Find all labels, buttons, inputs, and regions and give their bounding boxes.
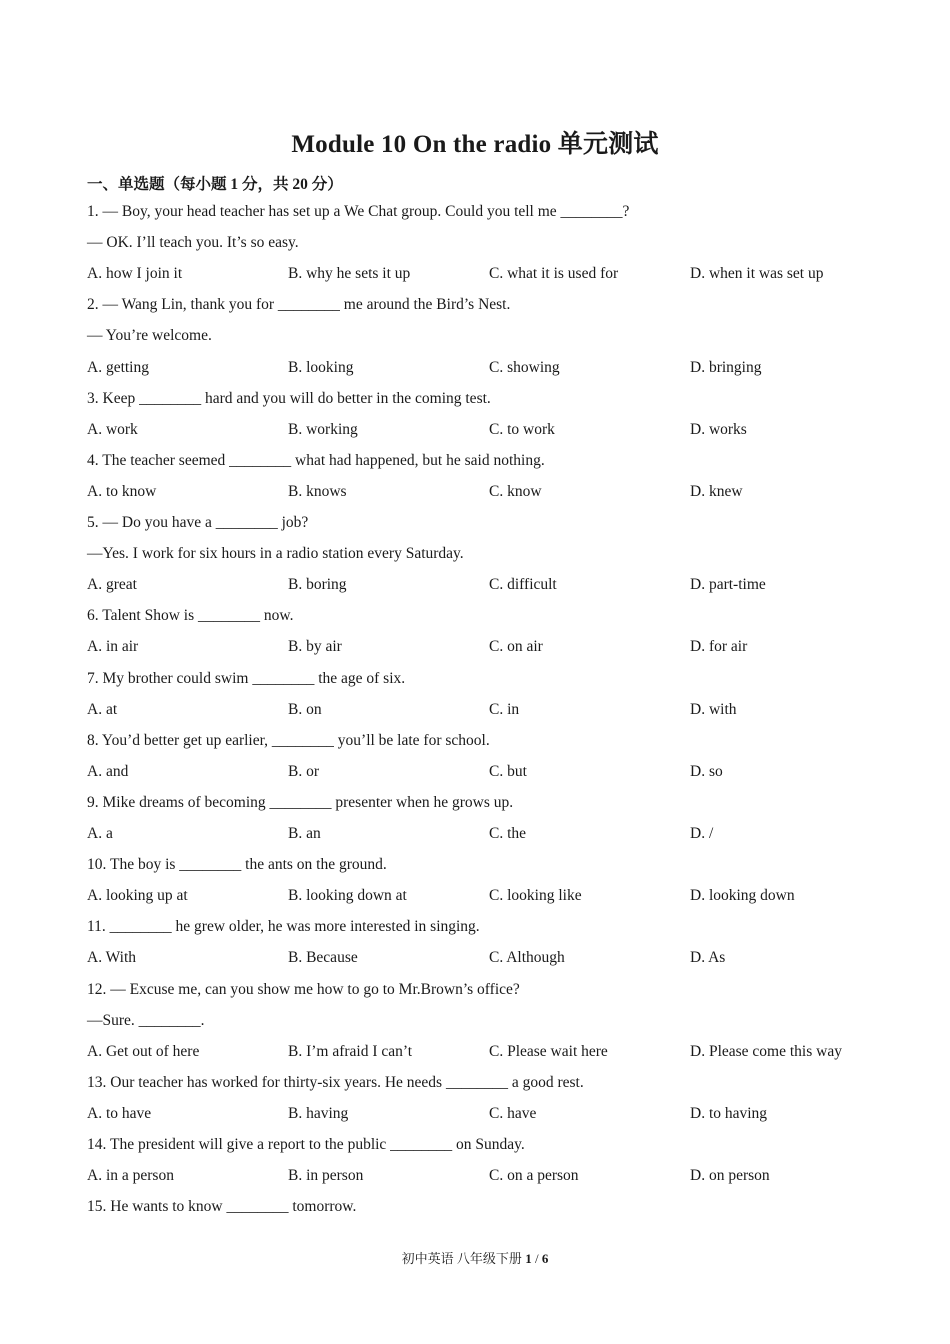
question-stem: 15. He wants to know ________ tomorrow. bbox=[87, 1198, 357, 1216]
answer-option-c: C. Although bbox=[489, 949, 565, 967]
section-heading: 一、单选题（每小题 1 分，共 20 分） bbox=[87, 176, 343, 193]
answer-option-a: A. work bbox=[87, 420, 138, 438]
answer-option-b: B. in person bbox=[288, 1167, 364, 1185]
question-stem: 3. Keep ________ hard and you will do better in the coming test. bbox=[87, 389, 491, 407]
answer-option-b: B. boring bbox=[288, 576, 347, 594]
answer-option-d: D. / bbox=[690, 825, 714, 842]
answer-option-c: C. on air bbox=[489, 638, 543, 656]
question-dialogue-line: — OK. I’ll teach you. It’s so easy. bbox=[87, 234, 299, 252]
answer-option-d: D. when it was set up bbox=[690, 265, 824, 283]
answer-option-a: A. With bbox=[87, 949, 137, 967]
page-title: Module 10 On the radio 单元测试 bbox=[291, 131, 659, 158]
question-stem: 13. Our teacher has worked for thirty-six years. He needs ________ a good rest. bbox=[87, 1073, 584, 1091]
footer-subject: 初中英语 八年级下册 bbox=[401, 1251, 522, 1266]
answer-option-d: D. for air bbox=[690, 638, 748, 656]
answer-option-d: D. part-time bbox=[690, 576, 766, 594]
question-stem: 12. — Excuse me, can you show me how to go to Mr.Brown’s office? bbox=[87, 980, 520, 998]
answer-option-a: A. looking up at bbox=[87, 887, 188, 905]
answer-option-c: C. the bbox=[489, 825, 527, 842]
footer-page-total: 6 bbox=[541, 1251, 549, 1266]
answer-option-d: D. knew bbox=[690, 482, 743, 500]
answer-option-d: D. works bbox=[690, 420, 747, 438]
question-stem: 11. ________ he grew older, he was more interested in singing. bbox=[87, 918, 480, 936]
question-stem: 9. Mike dreams of becoming ________ presenter when he grows up. bbox=[87, 793, 514, 811]
answer-option-a: A. great bbox=[87, 576, 137, 594]
answer-option-b: B. or bbox=[288, 762, 319, 780]
answer-option-d: D. Please come this way bbox=[690, 1042, 842, 1060]
answer-option-a: A. in a person bbox=[87, 1167, 174, 1185]
footer-page-number: 1 bbox=[525, 1251, 532, 1266]
question-stem: 2. — Wang Lin, thank you for ________ me around the Bird’s Nest. bbox=[87, 296, 511, 314]
answer-option-b: B. looking bbox=[288, 358, 354, 376]
page-footer bbox=[0, 1248, 950, 1267]
answer-option-d: D. so bbox=[690, 762, 723, 780]
answer-option-d: D. with bbox=[690, 700, 737, 718]
answer-option-b: B. an bbox=[288, 825, 321, 842]
answer-option-c: C. but bbox=[489, 762, 527, 780]
answer-option-b: B. Because bbox=[288, 949, 358, 967]
answer-option-a: A. Get out of here bbox=[87, 1042, 200, 1060]
answer-option-d: D. on person bbox=[690, 1167, 770, 1185]
answer-option-a: A. how I join it bbox=[87, 265, 183, 283]
answer-option-b: B. working bbox=[288, 420, 358, 438]
answer-option-b: B. knows bbox=[288, 482, 347, 500]
footer-separator: / bbox=[534, 1251, 539, 1266]
answer-option-b: B. by air bbox=[288, 638, 342, 656]
answer-option-c: C. looking like bbox=[489, 887, 582, 905]
answer-option-a: A. at bbox=[87, 700, 118, 718]
answer-option-c: C. in bbox=[489, 700, 520, 718]
question-stem: 10. The boy is ________ the ants on the ground. bbox=[87, 856, 387, 874]
answer-option-c: C. Please wait here bbox=[489, 1042, 608, 1060]
answer-option-b: B. why he sets it up bbox=[288, 265, 411, 283]
question-stem: 14. The president will give a report to the public ________ on Sunday. bbox=[87, 1136, 525, 1153]
answer-option-a: A. to have bbox=[87, 1104, 152, 1122]
answer-option-b: B. I’m afraid I can’t bbox=[288, 1042, 413, 1060]
answer-option-c: C. showing bbox=[489, 358, 560, 376]
answer-option-b: B. on bbox=[288, 700, 322, 718]
answer-option-c: C. have bbox=[489, 1104, 537, 1122]
question-stem: 4. The teacher seemed ________ what had happened, but he said nothing. bbox=[87, 451, 545, 469]
answer-option-a: A. and bbox=[87, 762, 129, 780]
question-stem: 1. — Boy, your head teacher has set up a We Chat group. Could you tell me ________? bbox=[87, 203, 630, 220]
answer-option-a: A. to know bbox=[87, 482, 157, 500]
answer-option-a: A. a bbox=[87, 825, 113, 842]
answer-option-c: C. what it is used for bbox=[489, 265, 619, 283]
answer-option-c: C. to work bbox=[489, 420, 555, 438]
answer-option-d: D. As bbox=[690, 949, 726, 967]
question-stem: 8. You’d better get up earlier, ________ you’ll be late for school. bbox=[87, 731, 490, 749]
answer-option-c: C. difficult bbox=[489, 576, 557, 594]
question-dialogue-line: — You’re welcome. bbox=[87, 327, 212, 345]
question-stem: 5. — Do you have a ________ job? bbox=[87, 514, 309, 531]
answer-option-c: C. on a person bbox=[489, 1167, 579, 1185]
answer-option-a: A. in air bbox=[87, 638, 139, 656]
answer-option-a: A. getting bbox=[87, 358, 149, 376]
question-stem: 6. Talent Show is ________ now. bbox=[87, 607, 294, 625]
question-dialogue-line: —Sure. ________. bbox=[87, 1011, 205, 1029]
question-stem: 7. My brother could swim ________ the age of six. bbox=[87, 669, 406, 687]
answer-option-d: D. bringing bbox=[690, 358, 762, 376]
answer-option-b: B. looking down at bbox=[288, 887, 407, 905]
answer-option-b: B. having bbox=[288, 1104, 349, 1122]
answer-option-d: D. looking down bbox=[690, 887, 795, 905]
answer-option-c: C. know bbox=[489, 482, 542, 500]
answer-option-d: D. to having bbox=[690, 1104, 768, 1122]
question-dialogue-line: —Yes. I work for six hours in a radio station every Saturday. bbox=[87, 545, 464, 563]
